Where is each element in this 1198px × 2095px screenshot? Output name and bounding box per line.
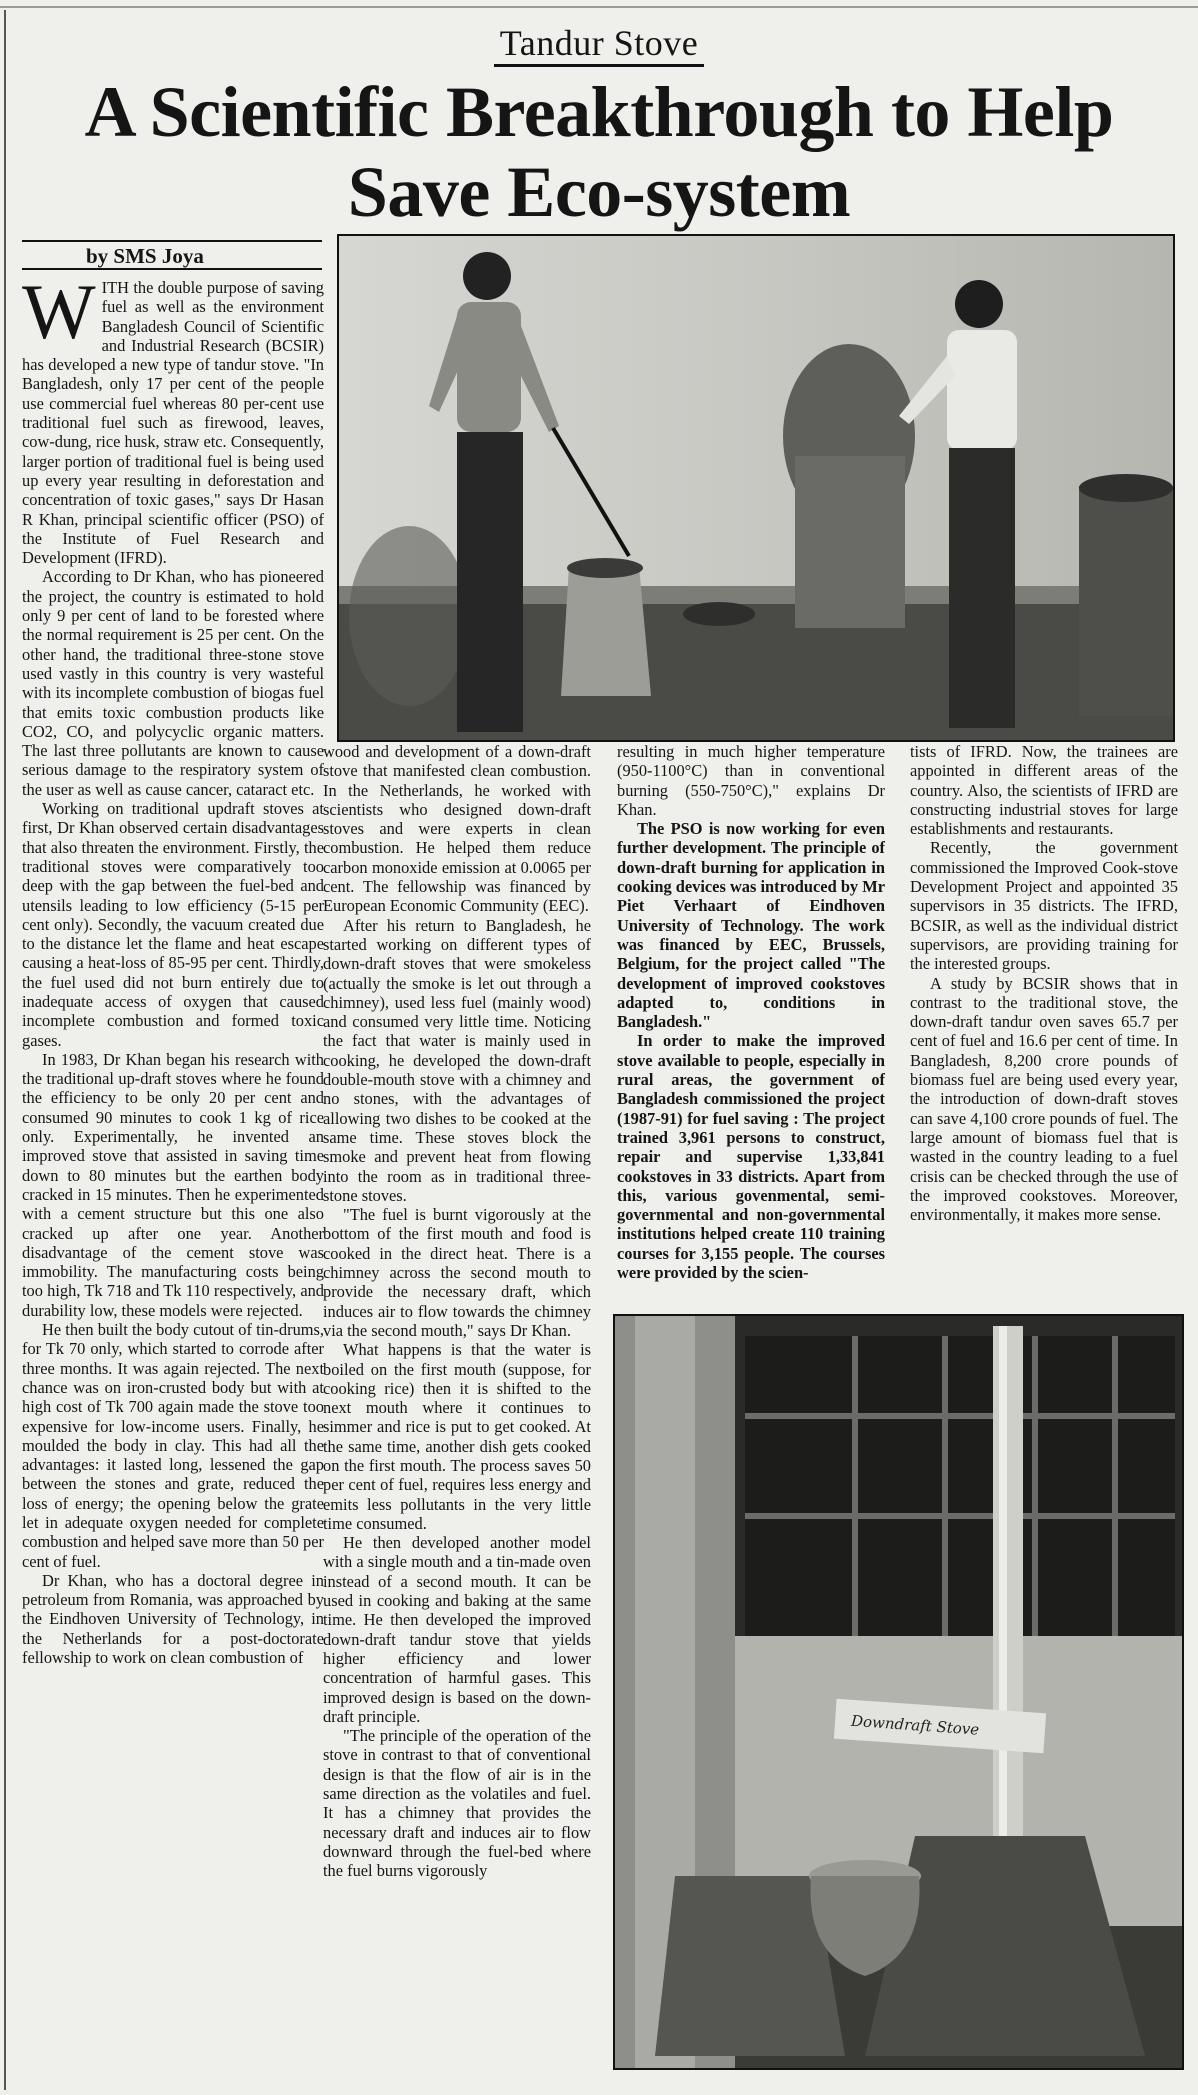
photo-downdraft-stove — [613, 1314, 1184, 2070]
paragraph: In 1983, Dr Khan began his research with the traditional up-draft stoves where he found the efficiency to be only 20 per cent and consumed 90 minutes to cook 1 kg of rice only. Experimentally, he invented an improved stove that assisted in saving time down to 80 minutes but the earthen body cracked in 15 minutes. Then he experimented with a cement structure but this one also cracked up after one year. Another disadvantage of the cement stove was immobility. The manufacturing costs being too high, Tk 718 and Tk 110 respectively, and durability low, these models were rejected. — [22, 1049, 324, 1320]
paragraph: Working on traditional updraft stoves at first, Dr Khan observed certain disadvantages that also threaten the environment. Firstly, the traditional stoves were comparatively too deep with the gap between the fuel-bed and utensils leading to low efficiency (5-15 per cent only). Secondly, the vacuum created due to the distance let the flame and heat escape causing a heat-loss of 85-95 per cent. Thirdly, the fuel used did not burn entirely due to inadequate access of oxygen that caused incomplete combustion and formed toxic gases. — [22, 799, 324, 1050]
drop-cap: W — [22, 278, 96, 355]
paragraph: WITH the double purpose of saving fuel as well as the environment Bangladesh Council of Scientific and Industrial Research (BCSIR) has developed a new type of tandur stove. "In Bangladesh, only 17 per cent of the people use commercial fuel whereas 80 per-cent use traditional fuel such as firewood, leaves, cow-dung, rice husk, straw etc. Consequently, larger portion of traditional fuel is being used up every year resulting in deforestation and concentration of toxic gases," says Dr Hasan R Khan, principal scientific officer (PSO) of the Institute of Fuel Research and Development (IFRD). — [22, 278, 324, 568]
paragraph: In order to make the improved stove available to people, especially in rural areas, the government of Bangladesh commissioned the project (1987-91) for fuel saving : The project trained 3,961 persons to construct, repair and supervise 1,33,841 cookstoves in 33 districts. Apart from this, various govenmental, semi-governmental and non-governmental institutions helped create 110 training courses for 3,155 people. The courses were provided by the scien- — [617, 1031, 885, 1283]
column-1 — [22, 278, 324, 2088]
column-4 — [910, 742, 1178, 1307]
kicker: Tandur Stove — [0, 22, 1198, 64]
paragraph: resulting in much higher temperature (950-1100°C) than in conventional burning (550-750°C)," explains Dr Khan. — [617, 742, 885, 819]
paragraph: A study by BCSIR shows that in contrast to the traditional stove, the down-draft tandur oven saves 65.7 per cent of fuel and 16.6 per cent of time. In Bangladesh, 8,200 crore pounds of biomass fuel are being used every year, the introduction of down-draft stoves can save 4,100 crore pounds of fuel. The large amount of biomass fuel that is wasted in the country leading to a fuel crisis can be checked through the use of the improved cookstoves. Moreover, environmentally, it makes more sense. — [910, 973, 1178, 1225]
paragraph: He then developed another model with a single mouth and a tin-made oven instead of a second mouth. It can be used in cooking and baking at the same time. He then developed the improved down-draft tandur stove that yields higher efficiency and lower concentration of harmful gases. This improved design is based on the down-draft principle. — [323, 1533, 591, 1726]
headline: A Scientific Breakthrough to Help Save Eco-system — [84, 72, 1114, 232]
column-3 — [617, 742, 885, 1307]
paragraph: Recently, the government commissioned the Improved Cook-stove Development Project and appointed 35 supervisors in 35 districts. The IFRD, BCSIR, as well as the individual district supervisors, are providing training for the interested groups. — [910, 838, 1178, 974]
paragraph: He then built the body cutout of tin-drums, for Tk 70 only, which started to corrode after three months. It was again rejected. The next chance was on iron-crusted body but with at high cost of Tk 700 again made the stove too expensive for low-income users. Finally, he moulded the body in clay. This had all the advantages: it lasted long, lessened the gap between the stones and grate, reduced the loss of energy; the opening below the grate let in adequate oxygen needed for complete combustion and helped save more than 50 per cent of fuel. — [22, 1320, 324, 1571]
paragraph: After his return to Bangladesh, he started working on different types of down-draft stoves that were smokeless (actually the smoke is let out through a chimney), used less fuel (mainly wood) and consumed very little time. Noticing the fact that water is mainly used in cooking, he developed the down-draft double-mouth stove with a chimney and no stones, with the advantages of allowing two dishes to be cooked at the same time. These stoves block the smoke and prevent heat from flowing into the room as in traditional three-stone stoves. — [323, 915, 591, 1205]
sign-text: Downdraft Stove — [850, 1711, 980, 1739]
paragraph: wood and development of a down-draft stove that manifested clean combustion. In the Netherlands, he worked with scientists who designed down-draft stoves and were experts in clean combustion. He helped them reduce carbon monoxide emission at 0.0065 per cent. The fellowship was financed by European Economic Community (EEC). — [323, 742, 591, 916]
top-rule — [0, 6, 1198, 8]
byline: by SMS Joya — [22, 240, 322, 270]
paragraph: According to Dr Khan, who has pioneered the project, the country is estimated to hold only 9 per cent of land to be forested where the normal requirement is 25 per cent. On the other hand, the traditional three-stone stove used vastly in this country is very wasteful with its incomplete combustion of biogas fuel that emits toxic combustion products like CO2, CO, and polycyclic organic matters. The last three pollutants are known to cause serious damage to the respiratory system of the user as well as cause cancer, cataract etc. — [22, 567, 324, 799]
paragraph: Dr Khan, who has a doctoral degree in petroleum from Romania, was approached by the Eindhoven University of Technology, in the Netherlands for a post-doctorate fellowship to work on clean combustion of — [22, 1570, 324, 1668]
paragraph: tists of IFRD. Now, the trainees are appointed in different areas of the country. Also, the scientists of IFRD are constructing industrial stoves for large establishments and restaurants. — [910, 742, 1178, 839]
left-rule — [4, 10, 6, 2090]
column-2 — [323, 742, 591, 2088]
paragraph: What happens is that the water is boiled on the first mouth (suppose, for cooking rice) then it is shifted to the next mouth where it continues to simmer and rice is put to get cooked. At the same time, another dish gets cooked on the first mouth. The process saves 50 per cent of fuel, requires less energy and emits less pollutants in the very little time consumed. — [323, 1340, 591, 1533]
paragraph: The PSO is now working for even further development. The principle of down-draft burning for application in cooking devices was introduced by Mr Piet Verhaart of Eindhoven University of Technology. The work was financed by EEC, Brussels, Belgium, for the project called "The development of improved cookstoves adapted to, conditions in Bangladesh." — [617, 819, 885, 1032]
paragraph: "The fuel is burnt vigorously at the bottom of the first mouth and food is cooked in the direct heat. There is a chimney across the second mouth to provide the necessary draft, which induces air to flow towards the chimney via the second mouth," says Dr Khan. — [323, 1205, 591, 1340]
photo-stove-demonstration — [337, 234, 1175, 742]
paragraph: "The principle of the operation of the stove in contrast to that of conventional design is that the flow of air is in the same direction as the volatiles and fuel. It has a chimney that provides the necessary draft and induces air to flow downward through the fuel-bed where the fuel burns vigorously — [323, 1726, 591, 1881]
